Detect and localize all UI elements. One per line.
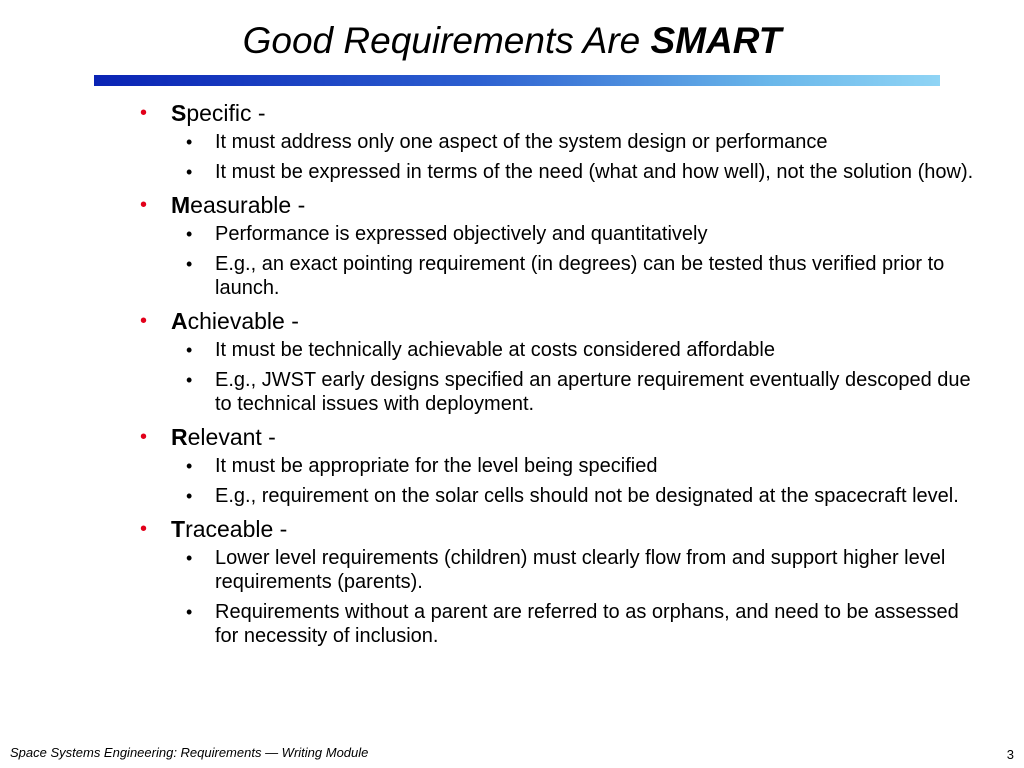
- list-item-measurable: [140, 190, 980, 300]
- sub-list: [140, 453, 980, 508]
- sub-list: [140, 221, 980, 300]
- sub-bullet-icon: •: [186, 602, 193, 622]
- item-label: pecific -: [186, 100, 266, 126]
- page-number: 3: [1006, 747, 1014, 762]
- title-gradient-rule: [94, 75, 940, 86]
- item-heading: [140, 514, 980, 545]
- sub-item: [140, 252, 980, 300]
- item-label: chievable -: [187, 308, 299, 334]
- sub-item-text: Performance is expressed objectively and quantitatively: [215, 223, 708, 245]
- list-item-achievable: [140, 306, 980, 416]
- sub-item-text: It must be expressed in terms of the need (what and how well), not the solution (how).: [215, 161, 974, 183]
- title-emphasis: SMART: [650, 20, 782, 61]
- sub-bullet-icon: •: [186, 224, 193, 244]
- sub-bullet-icon: •: [186, 340, 193, 360]
- item-initial: S: [171, 100, 187, 126]
- sub-bullet-icon: •: [186, 132, 193, 152]
- bullet-icon: •: [140, 194, 148, 216]
- sub-bullet-icon: •: [186, 162, 193, 182]
- sub-item-text: E.g., JWST early designs specified an aperture requirement eventually descoped due to technical issues with deployment.: [215, 369, 971, 415]
- item-heading: [140, 98, 980, 129]
- item-label: elevant -: [187, 424, 276, 450]
- item-initial: M: [171, 192, 191, 218]
- list-item-relevant: [140, 422, 980, 508]
- sub-item-text: Lower level requirements (children) must clearly flow from and support higher level requirements (parents).: [215, 547, 946, 593]
- sub-bullet-icon: •: [186, 548, 193, 568]
- sub-item: [140, 160, 980, 184]
- sub-item: [140, 338, 980, 362]
- sub-bullet-icon: •: [186, 254, 193, 274]
- sub-item-text: E.g., an exact pointing requirement (in degrees) can be tested thus verified prior to launch.: [215, 253, 945, 299]
- bullet-icon: •: [140, 102, 148, 124]
- sub-item: [140, 222, 980, 246]
- sub-item: [140, 130, 980, 154]
- sub-item-text: It must be technically achievable at costs considered affordable: [215, 339, 775, 361]
- sub-item-text: Requirements without a parent are referred to as orphans, and need to be assessed for necessity of inclusion.: [215, 601, 959, 647]
- sub-bullet-icon: •: [186, 370, 193, 390]
- sub-item-text: E.g., requirement on the solar cells should not be designated at the spacecraft level.: [215, 485, 959, 507]
- bullet-icon: •: [140, 426, 148, 448]
- bullet-icon: •: [140, 518, 148, 540]
- bullet-list: [140, 98, 980, 654]
- list-item-specific: [140, 98, 980, 184]
- item-heading: [140, 422, 980, 453]
- item-label: easurable -: [190, 192, 306, 218]
- sub-list: [140, 545, 980, 648]
- title-prefix: Good Requirements Are: [242, 20, 651, 61]
- sub-bullet-icon: •: [186, 456, 193, 476]
- footer-caption: Space Systems Engineering: Requirements — Writing Module: [10, 745, 369, 760]
- sub-item-text: It must address only one aspect of the system design or performance: [215, 131, 828, 153]
- item-heading: [140, 306, 980, 337]
- item-initial: T: [171, 516, 186, 542]
- bullet-icon: •: [140, 310, 148, 332]
- sub-item: [140, 546, 980, 594]
- item-initial: A: [171, 308, 188, 334]
- item-initial: R: [171, 424, 188, 450]
- item-label: raceable -: [185, 516, 288, 542]
- sub-item: [140, 368, 980, 416]
- slide-title: [0, 18, 1024, 64]
- sub-bullet-icon: •: [186, 486, 193, 506]
- sub-list: [140, 129, 980, 184]
- item-heading: [140, 190, 980, 221]
- sub-item: [140, 484, 980, 508]
- sub-item: [140, 454, 980, 478]
- sub-item-text: It must be appropriate for the level being specified: [215, 455, 658, 477]
- list-item-traceable: [140, 514, 980, 648]
- sub-item: [140, 600, 980, 648]
- sub-list: [140, 337, 980, 416]
